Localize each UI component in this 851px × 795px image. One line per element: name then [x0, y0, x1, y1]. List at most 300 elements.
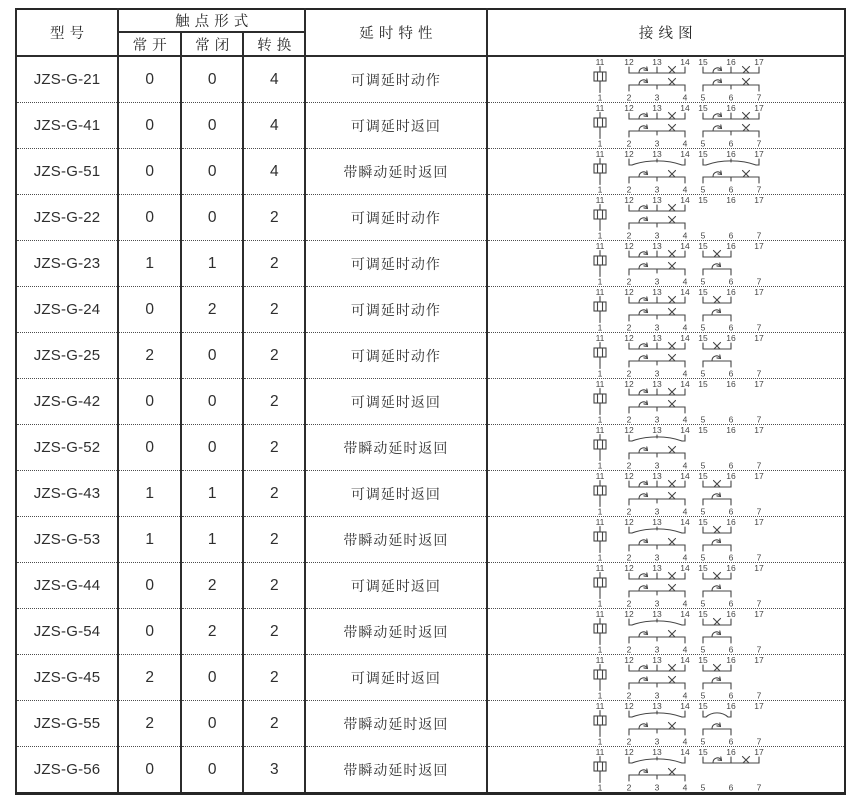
normally-closed-count-cell: 0: [181, 195, 243, 241]
col-header-changeover: [243, 32, 305, 56]
svg-text:2: 2: [626, 184, 632, 194]
svg-text:4: 4: [682, 644, 688, 654]
svg-text:7: 7: [756, 414, 762, 424]
wiring-diagram: [591, 425, 769, 470]
table-row: [16, 701, 845, 747]
svg-text:2: 2: [626, 460, 632, 470]
svg-text:11: 11: [595, 241, 605, 251]
changeover-count-cell: 4: [243, 56, 305, 103]
svg-text:16: 16: [726, 701, 736, 711]
table-row: [16, 56, 845, 103]
svg-text:13: 13: [652, 425, 662, 435]
svg-text:16: 16: [726, 195, 736, 205]
svg-text:3: 3: [654, 690, 660, 700]
svg-text:3: 3: [654, 368, 660, 378]
svg-text:4: 4: [682, 368, 688, 378]
svg-text:15: 15: [698, 471, 708, 481]
normally-closed-count-cell: 2: [181, 287, 243, 333]
normally-open-count-cell: 0: [118, 149, 181, 195]
svg-text:4: 4: [682, 92, 688, 102]
table-row: [16, 287, 845, 333]
wiring-diagram: [591, 103, 769, 148]
svg-text:11: 11: [595, 655, 605, 665]
svg-text:3: 3: [654, 138, 660, 148]
col-header-wiring-label: 接线图: [638, 26, 698, 42]
svg-text:14: 14: [680, 471, 690, 481]
svg-text:6: 6: [728, 368, 734, 378]
delay-characteristic-cell: 可调延时返回: [305, 471, 486, 517]
svg-text:12: 12: [624, 425, 634, 435]
svg-text:2: 2: [626, 782, 632, 792]
svg-text:2: 2: [626, 92, 632, 102]
changeover-count-cell: 2: [243, 425, 305, 471]
svg-text:7: 7: [756, 644, 762, 654]
svg-text:12: 12: [624, 57, 634, 67]
normally-closed-count-cell: 1: [181, 471, 243, 517]
svg-text:11: 11: [595, 471, 605, 481]
svg-text:3: 3: [654, 598, 660, 608]
svg-text:16: 16: [726, 747, 736, 757]
changeover-count-cell: 2: [243, 517, 305, 563]
svg-text:11: 11: [595, 517, 605, 527]
svg-text:13: 13: [652, 103, 662, 113]
svg-text:11: 11: [595, 287, 605, 297]
svg-text:1: 1: [597, 690, 603, 700]
svg-text:13: 13: [652, 471, 662, 481]
svg-text:16: 16: [726, 103, 736, 113]
svg-text:2: 2: [626, 690, 632, 700]
svg-text:14: 14: [680, 103, 690, 113]
col-header-no-label: 常开: [132, 37, 172, 54]
normally-open-count-cell: 1: [118, 241, 181, 287]
svg-text:4: 4: [682, 276, 688, 286]
wiring-diagram-cell: [487, 425, 845, 471]
svg-text:17: 17: [754, 149, 764, 159]
svg-text:4: 4: [682, 690, 688, 700]
model-cell: JZS-G-23: [16, 241, 118, 287]
normally-open-count-cell: 1: [118, 517, 181, 563]
wiring-diagram-cell: [487, 241, 845, 287]
delay-characteristic-cell: 可调延时动作: [305, 56, 486, 103]
svg-text:3: 3: [654, 414, 660, 424]
svg-text:15: 15: [698, 425, 708, 435]
svg-text:17: 17: [754, 425, 764, 435]
col-header-normally-closed: [181, 32, 243, 56]
wiring-diagram: [591, 609, 769, 654]
svg-text:6: 6: [728, 138, 734, 148]
svg-text:12: 12: [624, 747, 634, 757]
table-row: [16, 471, 845, 517]
svg-text:16: 16: [726, 655, 736, 665]
svg-text:5: 5: [700, 690, 706, 700]
model-cell: JZS-G-54: [16, 609, 118, 655]
svg-text:14: 14: [680, 517, 690, 527]
model-cell: JZS-G-25: [16, 333, 118, 379]
svg-text:17: 17: [754, 747, 764, 757]
table-row: [16, 655, 845, 701]
model-cell: JZS-G-51: [16, 149, 118, 195]
svg-text:7: 7: [756, 92, 762, 102]
delay-characteristic-cell: 可调延时动作: [305, 195, 486, 241]
svg-text:1: 1: [597, 598, 603, 608]
wiring-diagram: [591, 195, 769, 240]
wiring-diagram: [591, 241, 769, 286]
svg-text:12: 12: [624, 241, 634, 251]
normally-closed-count-cell: 0: [181, 379, 243, 425]
svg-text:6: 6: [728, 230, 734, 240]
svg-text:17: 17: [754, 517, 764, 527]
svg-text:7: 7: [756, 138, 762, 148]
svg-text:3: 3: [654, 230, 660, 240]
normally-closed-count-cell: 0: [181, 701, 243, 747]
wiring-diagram-cell: [487, 747, 845, 794]
table-row: [16, 241, 845, 287]
svg-text:2: 2: [626, 368, 632, 378]
svg-text:12: 12: [624, 655, 634, 665]
svg-text:16: 16: [726, 609, 736, 619]
model-cell: JZS-G-21: [16, 56, 118, 103]
svg-text:6: 6: [728, 414, 734, 424]
svg-text:1: 1: [597, 414, 603, 424]
svg-text:15: 15: [698, 747, 708, 757]
svg-text:5: 5: [700, 552, 706, 562]
changeover-count-cell: 4: [243, 149, 305, 195]
delay-characteristic-cell: 可调延时动作: [305, 333, 486, 379]
wiring-diagram-cell: [487, 701, 845, 747]
svg-text:4: 4: [682, 184, 688, 194]
svg-text:14: 14: [680, 655, 690, 665]
svg-text:3: 3: [654, 506, 660, 516]
model-cell: JZS-G-24: [16, 287, 118, 333]
svg-text:7: 7: [756, 184, 762, 194]
svg-text:11: 11: [595, 103, 605, 113]
svg-text:4: 4: [682, 322, 688, 332]
delay-characteristic-cell: 带瞬动延时返回: [305, 425, 486, 471]
changeover-count-cell: 2: [243, 701, 305, 747]
svg-text:15: 15: [698, 655, 708, 665]
svg-text:5: 5: [700, 598, 706, 608]
svg-text:4: 4: [682, 598, 688, 608]
svg-text:17: 17: [754, 379, 764, 389]
delay-characteristic-cell: 可调延时返回: [305, 655, 486, 701]
wiring-diagram: [591, 701, 769, 746]
svg-text:5: 5: [700, 230, 706, 240]
model-cell: JZS-G-41: [16, 103, 118, 149]
model-cell: JZS-G-44: [16, 563, 118, 609]
svg-text:1: 1: [597, 736, 603, 746]
svg-text:4: 4: [682, 506, 688, 516]
delay-characteristic-cell: 带瞬动延时返回: [305, 517, 486, 563]
svg-text:2: 2: [626, 552, 632, 562]
svg-text:17: 17: [754, 333, 764, 343]
svg-text:17: 17: [754, 701, 764, 711]
svg-text:4: 4: [682, 782, 688, 792]
svg-text:11: 11: [595, 609, 605, 619]
svg-text:12: 12: [624, 701, 634, 711]
svg-text:5: 5: [700, 138, 706, 148]
svg-text:1: 1: [597, 460, 603, 470]
normally-closed-count-cell: 0: [181, 333, 243, 379]
svg-text:1: 1: [597, 552, 603, 562]
svg-text:12: 12: [624, 379, 634, 389]
svg-text:11: 11: [595, 379, 605, 389]
svg-text:1: 1: [597, 138, 603, 148]
changeover-count-cell: 3: [243, 747, 305, 794]
svg-text:1: 1: [597, 184, 603, 194]
svg-text:1: 1: [597, 506, 603, 516]
svg-text:13: 13: [652, 701, 662, 711]
wiring-diagram-cell: [487, 655, 845, 701]
normally-closed-count-cell: 1: [181, 241, 243, 287]
svg-text:6: 6: [728, 92, 734, 102]
delay-characteristic-cell: 可调延时返回: [305, 563, 486, 609]
delay-characteristic-cell: 带瞬动延时返回: [305, 747, 486, 794]
model-cell: JZS-G-52: [16, 425, 118, 471]
delay-characteristic-cell: 带瞬动延时返回: [305, 149, 486, 195]
svg-text:15: 15: [698, 701, 708, 711]
table-row: [16, 333, 845, 379]
normally-closed-count-cell: 0: [181, 149, 243, 195]
svg-text:14: 14: [680, 195, 690, 205]
normally-open-count-cell: 0: [118, 379, 181, 425]
wiring-diagram-cell: [487, 471, 845, 517]
svg-text:1: 1: [597, 230, 603, 240]
col-header-model: [16, 9, 118, 56]
svg-text:6: 6: [728, 690, 734, 700]
wiring-diagram-cell: [487, 333, 845, 379]
normally-open-count-cell: 0: [118, 287, 181, 333]
svg-text:6: 6: [728, 598, 734, 608]
svg-text:15: 15: [698, 241, 708, 251]
model-cell: JZS-G-43: [16, 471, 118, 517]
svg-text:12: 12: [624, 471, 634, 481]
svg-text:5: 5: [700, 460, 706, 470]
col-header-contact-form: [118, 9, 305, 32]
changeover-count-cell: 2: [243, 563, 305, 609]
svg-text:5: 5: [700, 506, 706, 516]
svg-text:6: 6: [728, 736, 734, 746]
wiring-diagram: [591, 563, 769, 608]
svg-text:12: 12: [624, 609, 634, 619]
svg-text:13: 13: [652, 333, 662, 343]
svg-text:6: 6: [728, 552, 734, 562]
delay-characteristic-cell: 可调延时动作: [305, 287, 486, 333]
svg-text:5: 5: [700, 736, 706, 746]
svg-text:7: 7: [756, 506, 762, 516]
svg-text:3: 3: [654, 322, 660, 332]
svg-text:3: 3: [654, 92, 660, 102]
svg-text:13: 13: [652, 287, 662, 297]
svg-text:5: 5: [700, 644, 706, 654]
svg-text:15: 15: [698, 287, 708, 297]
svg-text:11: 11: [595, 747, 605, 757]
svg-text:2: 2: [626, 598, 632, 608]
svg-text:17: 17: [754, 195, 764, 205]
changeover-count-cell: 2: [243, 195, 305, 241]
svg-text:2: 2: [626, 138, 632, 148]
svg-text:2: 2: [626, 276, 632, 286]
svg-text:6: 6: [728, 184, 734, 194]
svg-text:6: 6: [728, 322, 734, 332]
svg-text:6: 6: [728, 782, 734, 792]
svg-text:7: 7: [756, 368, 762, 378]
svg-text:1: 1: [597, 92, 603, 102]
changeover-count-cell: 2: [243, 655, 305, 701]
svg-text:14: 14: [680, 609, 690, 619]
svg-text:16: 16: [726, 517, 736, 527]
svg-text:16: 16: [726, 379, 736, 389]
svg-text:3: 3: [654, 552, 660, 562]
svg-text:4: 4: [682, 414, 688, 424]
svg-text:1: 1: [597, 276, 603, 286]
normally-open-count-cell: 2: [118, 333, 181, 379]
wiring-diagram: [591, 287, 769, 332]
table-row: [16, 195, 845, 241]
wiring-diagram: [591, 149, 769, 194]
svg-text:14: 14: [680, 701, 690, 711]
svg-text:13: 13: [652, 379, 662, 389]
svg-text:3: 3: [654, 644, 660, 654]
normally-open-count-cell: 0: [118, 747, 181, 794]
svg-text:14: 14: [680, 563, 690, 573]
svg-text:1: 1: [597, 322, 603, 332]
wiring-diagram-cell: [487, 517, 845, 563]
svg-text:3: 3: [654, 782, 660, 792]
svg-text:5: 5: [700, 184, 706, 194]
svg-text:4: 4: [682, 138, 688, 148]
svg-text:2: 2: [626, 322, 632, 332]
svg-text:6: 6: [728, 460, 734, 470]
svg-text:15: 15: [698, 195, 708, 205]
svg-text:2: 2: [626, 736, 632, 746]
svg-text:15: 15: [698, 379, 708, 389]
model-cell: JZS-G-42: [16, 379, 118, 425]
svg-text:12: 12: [624, 195, 634, 205]
wiring-diagram: [591, 655, 769, 700]
svg-text:5: 5: [700, 368, 706, 378]
svg-text:11: 11: [595, 195, 605, 205]
normally-closed-count-cell: 2: [181, 563, 243, 609]
normally-open-count-cell: 0: [118, 195, 181, 241]
svg-text:15: 15: [698, 609, 708, 619]
table-row: [16, 103, 845, 149]
normally-closed-count-cell: 2: [181, 609, 243, 655]
svg-text:15: 15: [698, 57, 708, 67]
svg-text:3: 3: [654, 736, 660, 746]
svg-text:14: 14: [680, 379, 690, 389]
svg-text:12: 12: [624, 333, 634, 343]
delay-characteristic-cell: 可调延时返回: [305, 379, 486, 425]
svg-text:17: 17: [754, 287, 764, 297]
svg-text:2: 2: [626, 230, 632, 240]
wiring-diagram: [591, 471, 769, 516]
svg-text:16: 16: [726, 333, 736, 343]
svg-text:14: 14: [680, 149, 690, 159]
normally-closed-count-cell: 1: [181, 517, 243, 563]
svg-text:6: 6: [728, 644, 734, 654]
delay-characteristic-cell: 可调延时返回: [305, 103, 486, 149]
svg-text:11: 11: [595, 57, 605, 67]
svg-text:13: 13: [652, 149, 662, 159]
svg-text:13: 13: [652, 57, 662, 67]
svg-text:7: 7: [756, 276, 762, 286]
col-header-normally-open: [118, 32, 181, 56]
svg-text:13: 13: [652, 747, 662, 757]
svg-text:5: 5: [700, 782, 706, 792]
svg-text:12: 12: [624, 149, 634, 159]
svg-text:7: 7: [756, 598, 762, 608]
model-cell: JZS-G-55: [16, 701, 118, 747]
svg-text:4: 4: [682, 460, 688, 470]
model-cell: JZS-G-45: [16, 655, 118, 701]
svg-text:5: 5: [700, 322, 706, 332]
svg-text:16: 16: [726, 425, 736, 435]
table-row: [16, 379, 845, 425]
svg-text:15: 15: [698, 333, 708, 343]
svg-text:14: 14: [680, 57, 690, 67]
wiring-diagram: [591, 379, 769, 424]
wiring-diagram-cell: [487, 379, 845, 425]
table-row: [16, 563, 845, 609]
svg-text:16: 16: [726, 57, 736, 67]
col-header-model-label: 型号: [50, 26, 90, 42]
table-row: [16, 747, 845, 794]
normally-open-count-cell: 0: [118, 425, 181, 471]
svg-text:13: 13: [652, 609, 662, 619]
svg-text:16: 16: [726, 287, 736, 297]
model-cell: JZS-G-56: [16, 747, 118, 794]
normally-open-count-cell: 0: [118, 56, 181, 103]
changeover-count-cell: 2: [243, 287, 305, 333]
normally-open-count-cell: 2: [118, 655, 181, 701]
delay-characteristic-cell: 可调延时动作: [305, 241, 486, 287]
svg-text:13: 13: [652, 241, 662, 251]
wiring-diagram-cell: [487, 149, 845, 195]
svg-text:17: 17: [754, 103, 764, 113]
changeover-count-cell: 2: [243, 333, 305, 379]
col-header-wiring-diagram: [487, 9, 845, 56]
model-cell: JZS-G-53: [16, 517, 118, 563]
svg-text:11: 11: [595, 333, 605, 343]
svg-text:1: 1: [597, 644, 603, 654]
col-header-nc-label: 常闭: [195, 37, 235, 54]
svg-text:11: 11: [595, 425, 605, 435]
svg-text:12: 12: [624, 563, 634, 573]
normally-closed-count-cell: 0: [181, 747, 243, 794]
svg-text:17: 17: [754, 609, 764, 619]
table-row: [16, 517, 845, 563]
col-header-delay-label: 延时特性: [359, 26, 438, 42]
wiring-diagram: [591, 517, 769, 562]
svg-text:13: 13: [652, 195, 662, 205]
svg-text:5: 5: [700, 414, 706, 424]
svg-text:7: 7: [756, 736, 762, 746]
svg-text:14: 14: [680, 747, 690, 757]
svg-text:3: 3: [654, 460, 660, 470]
wiring-diagram: [591, 333, 769, 378]
svg-text:17: 17: [754, 655, 764, 665]
wiring-diagram: [591, 57, 769, 102]
svg-text:16: 16: [726, 471, 736, 481]
svg-text:11: 11: [595, 701, 605, 711]
wiring-diagram-cell: [487, 103, 845, 149]
svg-text:7: 7: [756, 782, 762, 792]
svg-text:7: 7: [756, 460, 762, 470]
svg-text:2: 2: [626, 506, 632, 516]
normally-closed-count-cell: 0: [181, 56, 243, 103]
svg-text:5: 5: [700, 276, 706, 286]
normally-open-count-cell: 1: [118, 471, 181, 517]
